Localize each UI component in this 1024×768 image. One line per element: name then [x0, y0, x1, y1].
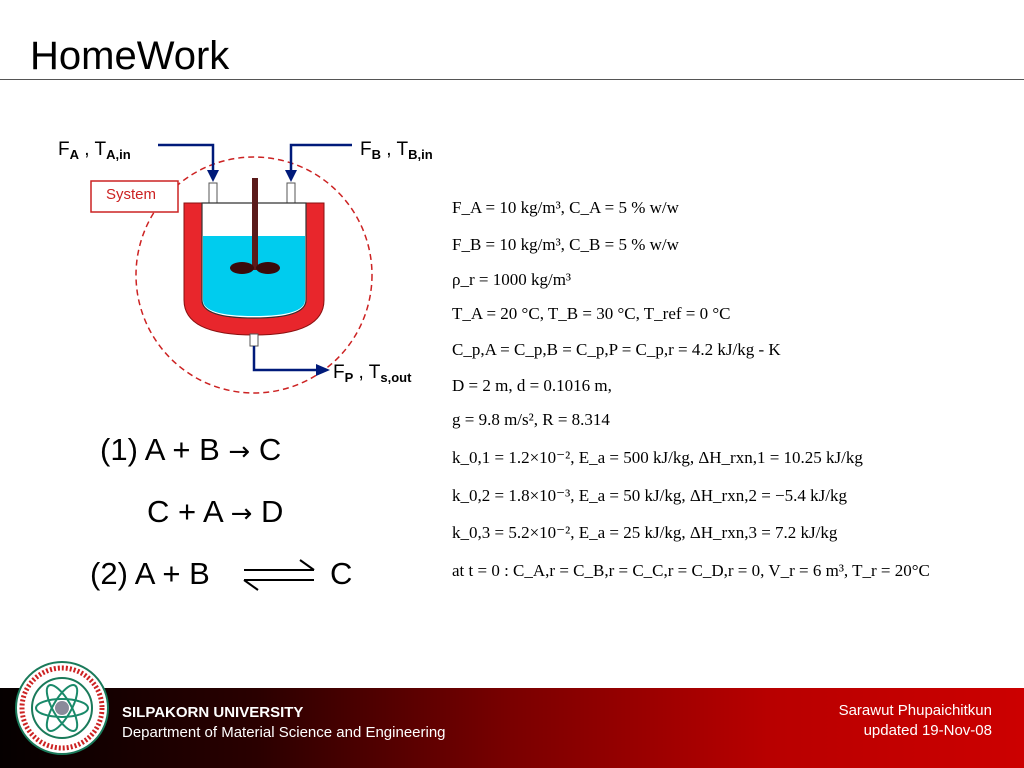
equation-line: k_0,3 = 5.2×10⁻², E_a = 25 kJ/kg, ΔH_rxn,3 = 7.2 kJ/kg	[452, 523, 838, 542]
equation-line: D = 2 m, d = 0.1016 m,	[452, 376, 612, 395]
feed-b-f-subscript: B	[371, 147, 381, 162]
feed-a-f-symbol: F	[58, 139, 70, 160]
equation-line: ρ_r = 1000 kg/m³	[452, 270, 572, 289]
equation-line: T_A = 20 °C, T_B = 30 °C, T_ref = 0 °C	[452, 304, 731, 323]
equation-line: k_0,1 = 1.2×10⁻², E_a = 500 kJ/kg, ΔH_rxn,1 = 10.25 kJ/kg	[452, 448, 863, 467]
feed-b-separator: ,	[381, 139, 397, 160]
department-name: Department of Material Science and Engineering	[122, 724, 446, 741]
equation-line: C_p,A = C_p,B = C_p,P = C_p,r = 4.2 kJ/kg - K	[452, 340, 781, 359]
feed-a-label	[58, 139, 131, 162]
university-seal-icon	[14, 660, 110, 756]
system-label: System	[106, 186, 157, 203]
feed-b-arrowhead	[285, 170, 297, 182]
feed-a-t-subscript: A,in	[106, 147, 131, 162]
equation-line: g = 9.8 m/s², R = 8.314	[452, 410, 610, 429]
agitator-shaft	[252, 178, 258, 270]
reaction-2-product: C	[330, 556, 353, 591]
slide-title: HomeWork	[30, 34, 230, 78]
reaction-1-reactants: (1) A + B	[100, 432, 220, 467]
product-arrowhead	[316, 364, 330, 376]
reaction-1b-reactants: C + A	[147, 494, 222, 529]
equation-line: at t = 0 : C_A,r = C_B,r = C_C,r = C_D,r = 0, V_r = 6 m³, T_r = 20°C	[452, 561, 930, 580]
impeller-blade-left	[230, 262, 254, 274]
feed-a-f-subscript: A	[69, 147, 79, 162]
reaction-2	[90, 556, 210, 592]
feed-b-t-subscript: B,in	[408, 147, 433, 162]
reaction-2-reactants: (2) A + B	[90, 556, 210, 591]
outlet-nozzle	[250, 334, 258, 346]
feed-b-t-symbol: T	[396, 139, 409, 160]
reactor-diagram	[0, 0, 520, 420]
feed-a-t-symbol: T	[94, 139, 107, 160]
reaction-arrow: →	[228, 437, 251, 467]
product-t-subscript: s,out	[380, 370, 412, 385]
product-f-subscript: P	[344, 370, 354, 385]
reaction-1b-product: D	[261, 494, 284, 529]
product-separator: ,	[353, 362, 369, 383]
university-name: SILPAKORN UNIVERSITY	[122, 704, 304, 721]
product-f-symbol: F	[333, 362, 345, 383]
updated-date: updated 19-Nov-08	[863, 722, 992, 739]
equation-line: k_0,2 = 1.8×10⁻³, E_a = 50 kJ/kg, ΔH_rxn,2 = −5.4 kJ/kg	[452, 486, 847, 505]
inlet-nozzle-b	[287, 183, 295, 203]
feed-a-separator: ,	[79, 139, 95, 160]
reaction-arrow: →	[230, 499, 253, 529]
feed-b-label	[360, 139, 433, 162]
feed-b-line	[291, 145, 352, 172]
author-name: Sarawut Phupaichitkun	[838, 702, 992, 719]
feed-a-arrowhead	[207, 170, 219, 182]
inlet-nozzle-a	[209, 183, 217, 203]
impeller-blade-right	[256, 262, 280, 274]
product-label	[333, 362, 411, 385]
feed-b-f-symbol: F	[360, 139, 372, 160]
equation-line: F_B = 10 kg/m³, C_B = 5 % w/w	[452, 235, 679, 254]
equilibrium-arrow-icon	[240, 556, 320, 592]
equation-line: F_A = 10 kg/m³, C_A = 5 % w/w	[452, 198, 679, 217]
reaction-1b	[147, 494, 283, 530]
product-t-symbol: T	[368, 362, 381, 383]
product-line	[254, 346, 318, 370]
reaction-1	[100, 432, 281, 468]
footer-bar	[0, 688, 1024, 768]
reaction-1-product: C	[258, 432, 282, 467]
